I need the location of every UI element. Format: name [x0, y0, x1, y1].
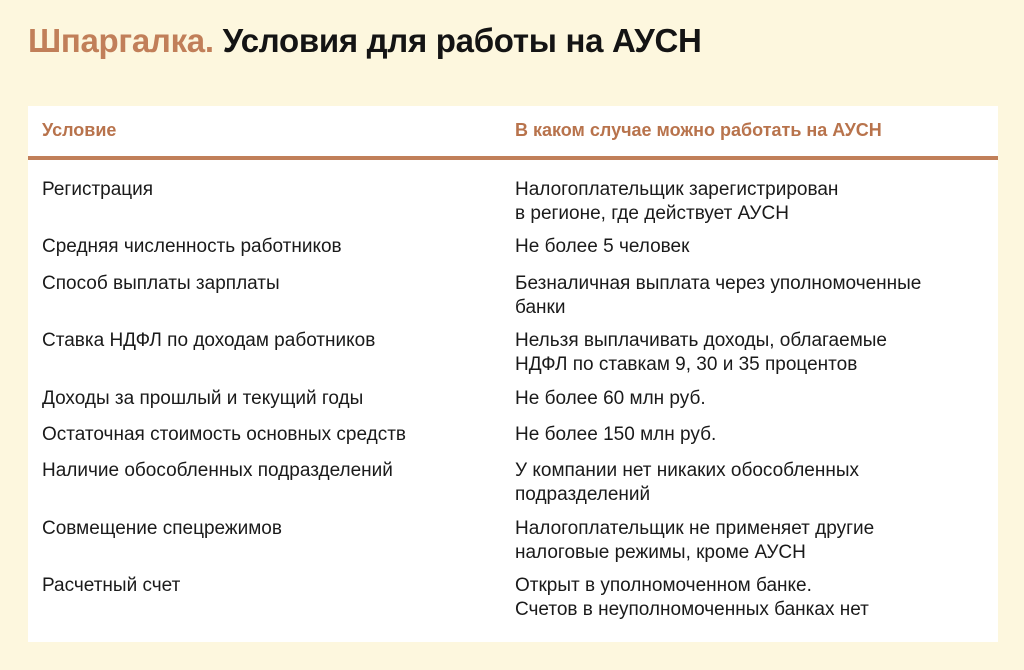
- when-cell: [515, 574, 985, 622]
- table-header: [28, 106, 998, 160]
- when-cell: [515, 387, 985, 411]
- title-main: Условия для работы на АУСН: [222, 22, 702, 59]
- when-line: в регионе, где действует АУСН: [515, 203, 789, 224]
- when-line: Налогоплательщик не применяет другие: [515, 518, 875, 539]
- conditions-table: [28, 106, 998, 642]
- when-line: Открыт в уполномоченном банке.: [515, 575, 812, 596]
- when-line: Не более 5 человек: [515, 236, 690, 257]
- header-when: В каком случае можно работать на АУСН: [515, 120, 882, 140]
- when-line: Налогоплательщик зарегистрирован: [515, 179, 839, 200]
- when-line: налоговые режимы, кроме АУСН: [515, 542, 806, 563]
- when-cell: [515, 423, 985, 447]
- when-line: Безналичная выплата через уполномоченные: [515, 273, 922, 294]
- when-line: Не более 150 млн руб.: [515, 424, 717, 445]
- when-cell: [515, 517, 985, 565]
- when-line: У компании нет никаких обособленных: [515, 460, 859, 481]
- when-cell: [515, 272, 985, 320]
- when-cell: [515, 235, 985, 259]
- when-cell: [515, 329, 985, 377]
- when-line: подразделений: [515, 484, 651, 505]
- condition-cell: Регистрация: [42, 179, 154, 200]
- condition-cell: Совмещение спецрежимов: [42, 518, 282, 539]
- condition-cell: Доходы за прошлый и текущий годы: [42, 388, 364, 409]
- page-title: [28, 22, 702, 60]
- condition-cell: Ставка НДФЛ по доходам работников: [42, 330, 376, 351]
- when-line: банки: [515, 297, 566, 318]
- condition-cell: Средняя численность работников: [42, 236, 342, 257]
- title-accent: Шпаргалка.: [28, 22, 214, 59]
- condition-cell: Способ выплаты зарплаты: [42, 273, 280, 294]
- when-line: Счетов в неуполномоченных банках нет: [515, 599, 869, 620]
- condition-cell: Расчетный счет: [42, 575, 181, 596]
- header-condition: Условие: [42, 120, 117, 140]
- when-cell: [515, 178, 985, 226]
- when-line: НДФЛ по ставкам 9, 30 и 35 процентов: [515, 354, 858, 375]
- condition-cell: Остаточная стоимость основных средств: [42, 424, 407, 445]
- condition-cell: Наличие обособленных подразделений: [42, 460, 393, 481]
- when-line: Нельзя выплачивать доходы, облагаемые: [515, 330, 887, 351]
- when-cell: [515, 459, 985, 507]
- when-line: Не более 60 млн руб.: [515, 388, 706, 409]
